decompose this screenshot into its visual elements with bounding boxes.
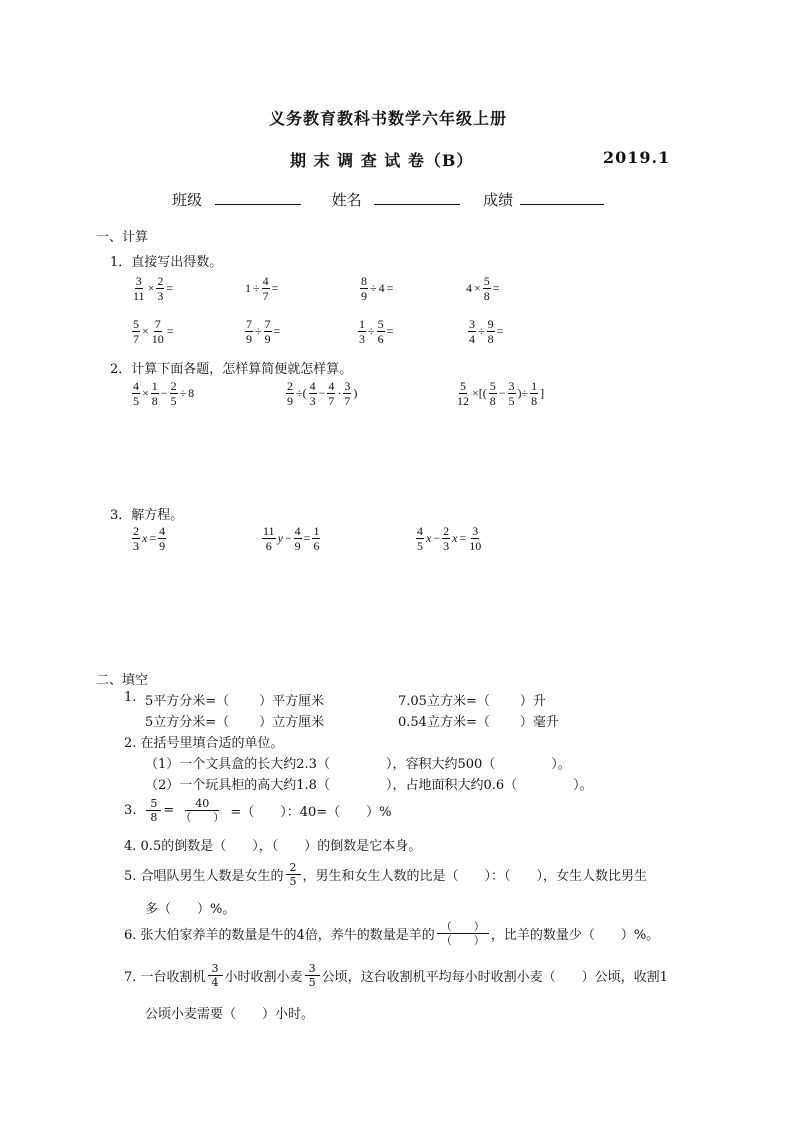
score-blank[interactable] [520,190,604,205]
fill-q4: 4. 0.5的倒数是（ ），（ ）的倒数是它本身。 [124,839,422,854]
fill-q1-c: 5立方分米=（ ）立方厘米 [145,715,325,730]
q2-expression: $\frac{5}{12}$ ×[( $\frac{5}{8}$ − $\frac{3}{5}$ )÷ $\frac{1}{8}$ ] [457,379,545,408]
fill-q1-d: 0.54立方米=（ ）毫升 [398,715,559,730]
equation: $\frac{2}{3}$ x = $\frac{4}{9}$ [133,524,166,553]
document-title: 义务教育教科书数学六年级上册 [269,109,508,128]
q1-item: 1 ÷ $\frac{4}{7}$ = [245,274,279,303]
q2-expression: $\frac{2}{9}$ ÷( $\frac{4}{3}$ − $\frac{4}{7}$ · $\frac{3}{7}$ ) [287,379,358,408]
fill-q7-line2: 公顷小麦需要（ ）小时。 [145,1007,315,1022]
fill-q5-line1: 5. 合唱队男生人数是女生的 2 5 ，男生和女生人数的比是（ ）：（ ），女生人数比男生 [124,861,648,888]
q3-label: 3．解方程。 [110,508,184,523]
class-label: 班级 [172,191,203,209]
exam-date: 2019.1 [603,148,671,167]
q1-item: $\frac{3}{11}$ × $\frac{2}{3}$ = [133,274,174,303]
q1-item: $\frac{8}{9}$ ÷ 4 = [361,274,394,303]
q1-label: 1．直接写出得数。 [110,255,223,270]
fill-q6: 6. 张大伯家养羊的数量是牛的4倍，养牛的数量是羊的 （ ） （ ） ，比羊的数量少（ ）%。 [124,920,660,947]
section2-heading: 二、填空 [96,673,149,688]
student-info-row [172,189,604,210]
fill-q1-a: 5平方分米=（ ）平方厘米 [145,694,325,709]
fill-q1-num: 1. [124,690,137,705]
section1-heading: 一、计算 [96,230,149,245]
q1-item: 4 × $\frac{5}{8}$ = [466,274,500,303]
name-label: 姓名 [331,191,362,209]
q1-item: $\frac{3}{4}$ ÷ $\frac{9}{8}$ = [469,317,504,346]
fill-q7-line1: 7. 一台收割机 3 4 小时收割小麦 3 5 公顷，这台收割机平均每小时收割小麦（ ）公顷，收割1 [124,962,668,989]
class-blank[interactable] [215,190,301,205]
fill-q5-line2: 多（ ）%。 [145,902,236,917]
q1-item: $\frac{1}{3}$ ÷ $\frac{5}{6}$ = [359,317,394,346]
fill-q1-b: 7.05立方米=（ ）升 [398,694,546,709]
score-label: 成绩 [483,191,514,209]
q1-item: $\frac{7}{9}$ ÷ $\frac{7}{9}$ = [246,317,281,346]
fill-q3: 3. $\frac{5}{8}$ = 40 （ ） =（ ）：40=（ ）% [124,797,392,824]
q1-item: $\frac{5}{7}$ × $\frac{7}{10}$ = [133,317,174,346]
fill-q2-label: 2. 在括号里填合适的单位。 [124,736,284,751]
equation: $\frac{4}{5}$ x − $\frac{2}{3}$ x = $\frac{3}{10}$ [417,524,482,553]
exam-subtitle: 期 末 调 查 试 卷（B） [290,151,474,170]
q2-label: 2．计算下面各题，怎样算简便就怎样算。 [110,362,353,377]
fill-q2-line1: （1）一个文具盒的长大约2.3（ ），容积大约500（ ）。 [145,757,571,772]
q2-expression: $\frac{4}{5}$ × $\frac{1}{8}$ − $\frac{2}{5}$ ÷ 8 [133,379,195,408]
equation: $\frac{11}{6}$ y − $\frac{4}{9}$ = $\frac{1}{6}$ [263,524,320,553]
fill-q2-line2: （2）一个玩具柜的高大约1.8（ ），占地面积大约0.6（ ）。 [145,778,593,793]
name-blank[interactable] [374,190,460,205]
